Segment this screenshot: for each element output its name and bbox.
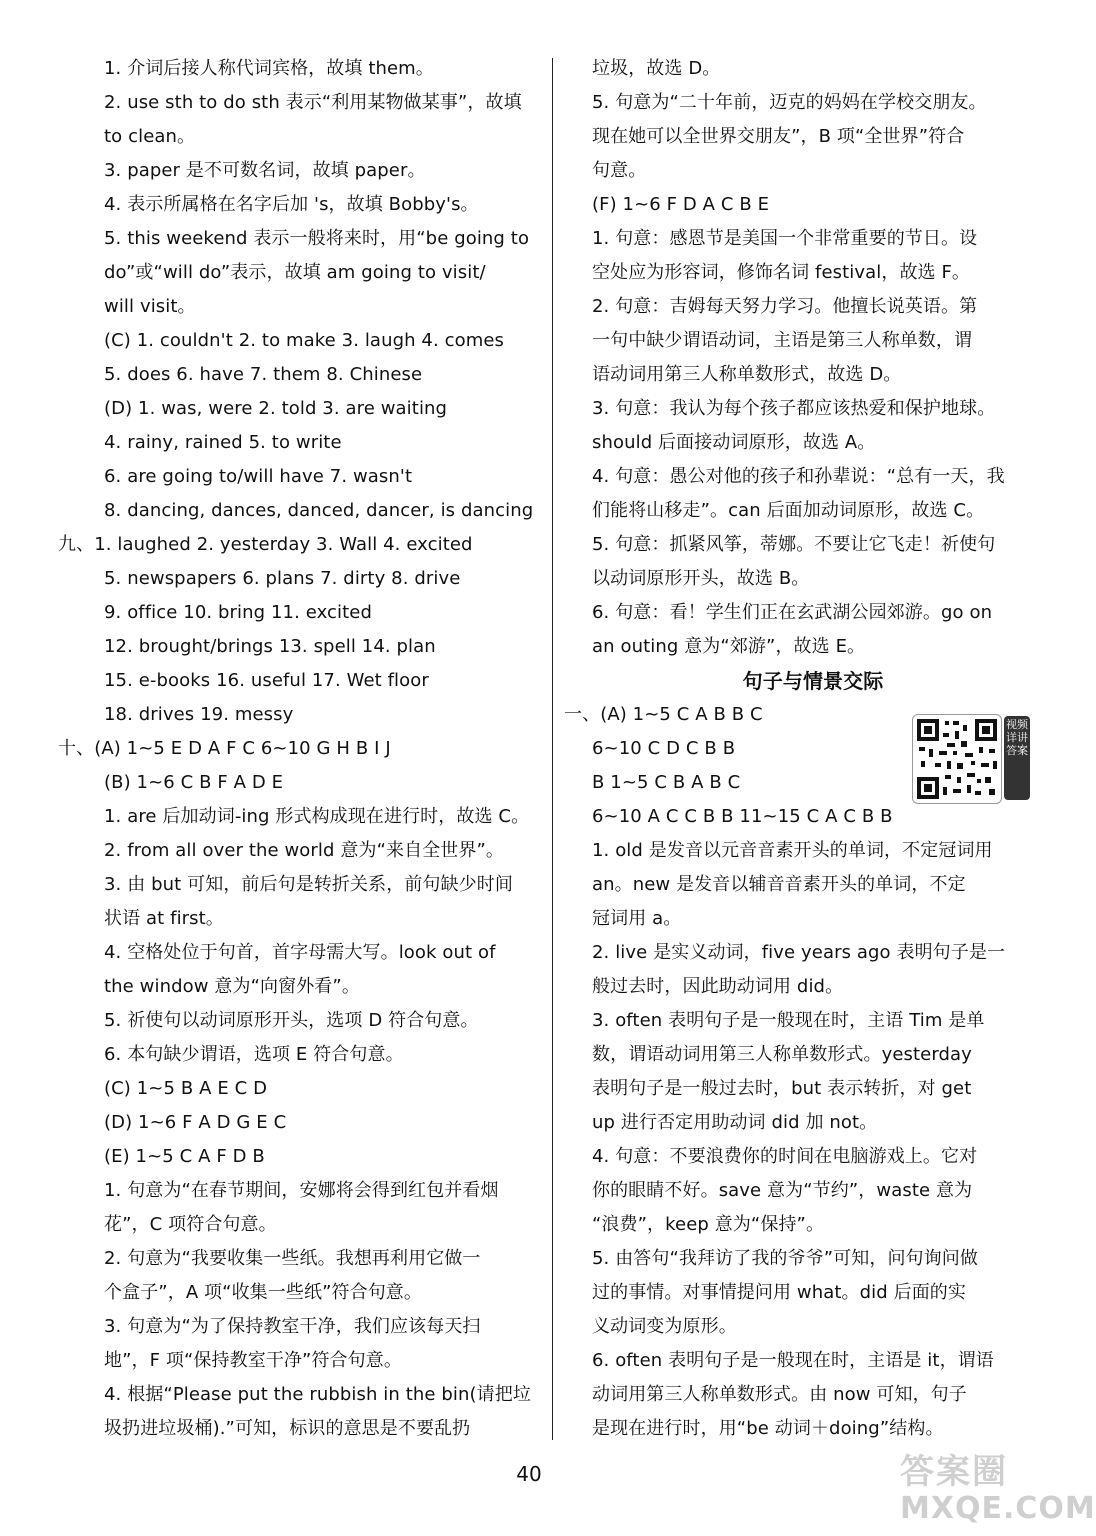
right-column-line: 5. 由答句“我拜访了我的爷爷”可知，问句询问做 — [592, 1248, 978, 1269]
left-column-line: 18. drives 19. messy — [104, 704, 294, 725]
left-column-line: 3. paper 是不可数名词，故填 paper。 — [104, 160, 426, 181]
right-column-line: 现在她可以全世界交朋友”，B 项“全世界”符合 — [592, 126, 965, 147]
right-column-line: (F) 1~6 F D A C B E — [592, 194, 770, 215]
left-column-line: 3. 句意为“为了保持教室干净，我们应该每天扫 — [104, 1316, 481, 1337]
left-column-line: (C) 1~5 B A E C D — [104, 1078, 268, 1099]
watermark-top: 答案圈 — [900, 1452, 1008, 1492]
left-column-line: 4. 表示所属格在名字后加 's，故填 Bobby's。 — [104, 194, 479, 215]
right-column-line: 冠词用 a。 — [592, 908, 682, 929]
left-column-line: (D) 1~6 F A D G E C — [104, 1112, 287, 1133]
qr-code-block[interactable] — [912, 714, 1032, 804]
right-column-line: 4. 句意：不要浪费你的时间在电脑游戏上。它对 — [592, 1146, 978, 1167]
left-column-line: 5. newspapers 6. plans 7. dirty 8. drive — [104, 568, 461, 589]
left-column-line: 地”，F 项“保持教室干净”符合句意。 — [104, 1350, 402, 1371]
left-column-line: 5. this weekend 表示一般将来时，用“be going to — [104, 228, 530, 249]
right-column-line: 表明句子是一般过去时，but 表示转折，对 get — [592, 1078, 972, 1099]
left-column-line: 6. are going to/will have 7. wasn't — [104, 466, 413, 487]
left-column-line: the window 意为“向窗外看”。 — [104, 976, 360, 997]
left-column-line: 2. 句意为“我要收集一些纸。我想再利用它做一 — [104, 1248, 481, 1269]
left-column-line: do”或“will do”表示，故填 am going to visit/ — [104, 262, 486, 283]
left-column-line: 1. 介词后接人称代词宾格，故填 them。 — [104, 58, 434, 79]
right-column-line: should 后面接动词原形，故选 A。 — [592, 432, 876, 453]
right-column-line: 1. 句意：感恩节是美国一个非常重要的节日。设 — [592, 228, 978, 249]
left-column-line: 8. dancing, dances, danced, dancer, is dancing — [104, 500, 534, 521]
right-column-line: 一、(A) 1~5 C A B B C — [564, 704, 763, 725]
left-column-line: 9. office 10. bring 11. excited — [104, 602, 373, 623]
right-column-line: 4. 句意：愚公对他的孩子和孙辈说：“总有一天，我 — [592, 466, 1005, 487]
right-column-line: 3. 句意：我认为每个孩子都应该热爱和保护地球。 — [592, 398, 996, 419]
right-column-line: 垃圾，故选 D。 — [592, 58, 721, 79]
qr-code-icon[interactable] — [912, 714, 1002, 804]
right-column-line: 5. 句意：抓紧风筝，蒂娜。不要让它飞走！祈使句 — [592, 534, 996, 555]
right-column-line: 义动词变为原形。 — [592, 1316, 737, 1337]
right-column-line: 1. old 是发音以元音音素开头的单词，不定冠词用 — [592, 840, 993, 861]
watermark-bottom: MXQE.COM — [900, 1491, 1096, 1526]
right-column-line: B 1~5 C B A B C — [592, 772, 741, 793]
right-column-line: an outing 意为“郊游”，故选 E。 — [592, 636, 866, 657]
left-column-line: 2. from all over the world 意为“来自全世界”。 — [104, 840, 505, 861]
left-column-line: 九、1. laughed 2. yesterday 3. Wall 4. excited — [58, 534, 473, 555]
right-column-line: 语动词用第三人称单数形式，故选 D。 — [592, 364, 902, 385]
left-column-line: 3. 由 but 可知，前后句是转折关系，前句缺少时间 — [104, 874, 513, 895]
right-column-line: 2. live 是实义动词，five years ago 表明句子是一 — [592, 942, 1006, 963]
right-column-line: up 进行否定用助动词 did 加 not。 — [592, 1112, 878, 1133]
right-column-line: 你的眼睛不好。save 意为“节约”，waste 意为 — [592, 1180, 973, 1201]
qr-caption: 视频详讲答案 — [1004, 716, 1030, 800]
right-column-line: 过的事情。对事情提问用 what。did 后面的实 — [592, 1282, 967, 1303]
left-column-line: 圾扔进垃圾桶).”可知，标识的意思是不要乱扔 — [104, 1418, 471, 1439]
right-column-line: 是现在进行时，用“be 动词＋doing”结构。 — [592, 1418, 944, 1439]
left-column-line: to clean。 — [104, 126, 196, 147]
left-column-line: 4. 根据“Please put the rubbish in the bin(请把垃 — [104, 1384, 531, 1405]
left-column — [58, 52, 544, 1446]
right-column-line: 6. often 表明句子是一般现在时，主语是 it，谓语 — [592, 1350, 994, 1371]
right-column-line: 句意。 — [592, 160, 647, 181]
page-number: 40 — [516, 1462, 542, 1486]
right-column-line: 3. often 表明句子是一般现在时，主语 Tim 是单 — [592, 1010, 985, 1031]
watermark-logo — [900, 1452, 1096, 1532]
left-column-line: 状语 at first。 — [104, 908, 224, 929]
right-column-line: 5. 句意为“二十年前，迈克的妈妈在学校交朋友。 — [592, 92, 987, 113]
right-column-line: “浪费”，keep 意为“保持”。 — [592, 1214, 825, 1235]
right-column-line: 一句中缺少谓语动词，主语是第三人称单数，谓 — [592, 330, 973, 351]
left-column-line: 15. e-books 16. useful 17. Wet floor — [104, 670, 429, 691]
left-column-line: 5. does 6. have 7. them 8. Chinese — [104, 364, 423, 385]
left-column-line: (E) 1~5 C A F D B — [104, 1146, 265, 1167]
left-column-line: 5. 祈使句以动词原形开头，选项 D 符合句意。 — [104, 1010, 479, 1031]
left-column-line: 4. rainy, rained 5. to write — [104, 432, 342, 453]
right-column-line: 6~10 A C C B B 11~15 C A C B B — [592, 806, 893, 827]
right-column-line: 般过去时，因此助动词用 did。 — [592, 976, 844, 997]
right-column-line: 2. 句意：吉姆每天努力学习。他擅长说英语。第 — [592, 296, 978, 317]
left-column-line: 12. brought/brings 13. spell 14. plan — [104, 636, 436, 657]
left-column-line: 1. are 后加动词-ing 形式构成现在进行时，故选 C。 — [104, 806, 530, 827]
left-column-line: 6. 本句缺少谓语，选项 E 符合句意。 — [104, 1044, 404, 1065]
left-column-line: 十、(A) 1~5 E D A F C 6~10 G H B I J — [58, 738, 391, 759]
right-column-line: an。new 是发音以辅音音素开头的单词，不定 — [592, 874, 966, 895]
left-column-line: (B) 1~6 C B F A D E — [104, 772, 284, 793]
right-column-line: 们能将山移走”。can 后面加动词原形，故选 C。 — [592, 500, 985, 521]
right-column-line: 空处应为形容词，修饰名词 festival，故选 F。 — [592, 262, 971, 283]
right-column-line: 6~10 C D C B B — [592, 738, 736, 759]
left-column-line: will visit。 — [104, 296, 196, 317]
left-column-line: (D) 1. was, were 2. told 3. are waiting — [104, 398, 448, 419]
right-column-line: 动词用第三人称单数形式。由 now 可知，句子 — [592, 1384, 967, 1405]
left-column-line: 1. 句意为“在春节期间，安娜将会得到红包并看烟 — [104, 1180, 499, 1201]
left-column-line: (C) 1. couldn't 2. to make 3. laugh 4. comes — [104, 330, 505, 351]
left-column-line: 花”，C 项符合句意。 — [104, 1214, 277, 1235]
column-divider — [552, 58, 553, 1440]
right-column-line: 数，谓语动词用第三人称单数形式。yesterday — [592, 1044, 972, 1065]
left-column-line: 4. 空格处位于句首，首字母需大写。look out of — [104, 942, 496, 963]
right-column-line: 以动词原形开头，故选 B。 — [592, 568, 810, 589]
left-column-line: 2. use sth to do sth 表示“利用某物做某事”，故填 — [104, 92, 522, 113]
section-title: 句子与情景交际 — [742, 669, 884, 693]
right-column-line: 6. 句意：看！学生们正在玄武湖公园郊游。go on — [592, 602, 993, 623]
left-column-line: 个盒子”，A 项“收集一些纸”符合句意。 — [104, 1282, 423, 1303]
